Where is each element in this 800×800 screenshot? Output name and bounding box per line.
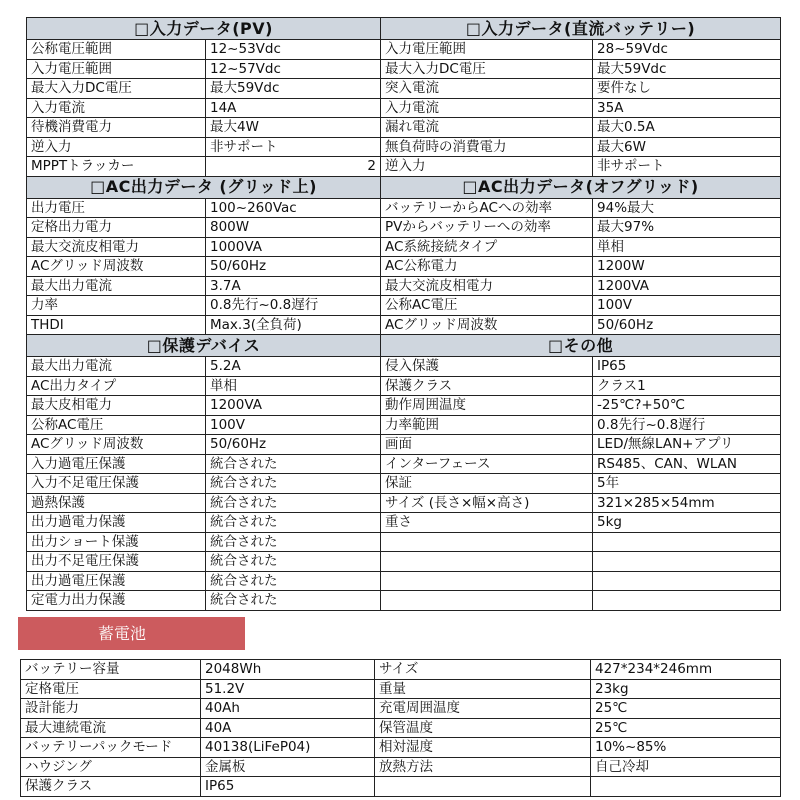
table-row	[27, 276, 781, 296]
table-row	[27, 79, 781, 99]
spec-label: 最大皮相電力	[27, 396, 206, 416]
spec-label: AC公称電力	[381, 257, 593, 277]
spec-value	[593, 552, 781, 572]
table-row	[21, 718, 781, 738]
spec-label	[381, 571, 593, 591]
battery-section-title: 蓄電池	[18, 617, 245, 650]
spec-label: 保護クラス	[381, 376, 593, 396]
spec-label: PVからバッテリーへの効率	[381, 218, 593, 238]
table-row	[27, 376, 781, 396]
spec-label: 出力過電圧保護	[27, 571, 206, 591]
table-row	[27, 396, 781, 416]
battery-l-label: 最大連続電流	[21, 718, 201, 738]
spec-value: 50/60Hz	[206, 257, 381, 277]
table-row	[27, 40, 781, 60]
battery-l-label: バッテリー容量	[21, 660, 201, 680]
spec-label: 出力過電力保護	[27, 513, 206, 533]
spec-label: ACグリッド周波数	[381, 315, 593, 335]
spec-value: 1200VA	[206, 396, 381, 416]
spec-value: 1200W	[593, 257, 781, 277]
spec-value: 100V	[206, 415, 381, 435]
spec-value: 最大59Vdc	[593, 59, 781, 79]
spec-label: 入力電圧範囲	[27, 59, 206, 79]
spec-value: 単相	[593, 237, 781, 257]
spec-label: 保証	[381, 474, 593, 494]
spec-label: 入力過電圧保護	[27, 454, 206, 474]
section-header-row	[27, 176, 781, 198]
section-title-left: □入力データ(PV)	[27, 18, 381, 40]
table-row	[21, 679, 781, 699]
battery-r-value: 10%~85%	[591, 738, 781, 758]
table-row	[21, 699, 781, 719]
spec-label: 重さ	[381, 513, 593, 533]
spec-value: 1200VA	[593, 276, 781, 296]
battery-r-value: 23kg	[591, 679, 781, 699]
spec-value: 100V	[593, 296, 781, 316]
spec-value: IP65	[593, 357, 781, 377]
spec-value	[593, 571, 781, 591]
spec-value: 統合された	[206, 454, 381, 474]
spec-label: THDI	[27, 315, 206, 335]
spec-value: 14A	[206, 98, 381, 118]
battery-r-label: 充電周囲温度	[375, 699, 591, 719]
spec-value: 0.8先行~0.8遅行	[206, 296, 381, 316]
battery-r-label: 放熱方法	[375, 757, 591, 777]
section-title-right: □AC出力データ(オフグリッド)	[381, 176, 781, 198]
spec-label: 画面	[381, 435, 593, 455]
table-row	[27, 257, 781, 277]
spec-value: 統合された	[206, 552, 381, 572]
spec-value: 28~59Vdc	[593, 40, 781, 60]
battery-l-label: 保護クラス	[21, 777, 201, 797]
table-row	[27, 118, 781, 138]
spec-label: 定電力出力保護	[27, 591, 206, 611]
spec-label: 出力ショート保護	[27, 532, 206, 552]
spec-value: 5kg	[593, 513, 781, 533]
spec-label: 定格出力電力	[27, 218, 206, 238]
table-row	[27, 415, 781, 435]
spec-value: 統合された	[206, 571, 381, 591]
battery-l-value: 40Ah	[201, 699, 375, 719]
table-row	[27, 513, 781, 533]
spec-value: 3.7A	[206, 276, 381, 296]
spec-label	[381, 552, 593, 572]
spec-value: 統合された	[206, 532, 381, 552]
spec-value: 統合された	[206, 493, 381, 513]
table-row	[27, 591, 781, 611]
spec-value: 5年	[593, 474, 781, 494]
spec-value: 0.8先行~0.8遅行	[593, 415, 781, 435]
spec-value: 35A	[593, 98, 781, 118]
spec-label: AC出力タイプ	[27, 376, 206, 396]
table-row	[27, 296, 781, 316]
battery-r-value: 自己冷却	[591, 757, 781, 777]
battery-r-label: 保管温度	[375, 718, 591, 738]
spec-value: 非サポート	[206, 137, 381, 157]
table-row	[27, 474, 781, 494]
spec-label	[381, 591, 593, 611]
battery-l-label: 定格電圧	[21, 679, 201, 699]
spec-label: 無負荷時の消費電力	[381, 137, 593, 157]
battery-l-value: 51.2V	[201, 679, 375, 699]
spec-label: 公称AC電圧	[27, 415, 206, 435]
table-row	[21, 660, 781, 680]
spec-value: 最大4W	[206, 118, 381, 138]
table-row	[21, 738, 781, 758]
spec-value: 統合された	[206, 513, 381, 533]
table-row	[21, 777, 781, 797]
spec-value: 統合された	[206, 591, 381, 611]
battery-r-value: 427*234*246mm	[591, 660, 781, 680]
table-row	[27, 552, 781, 572]
spec-value: RS485、CAN、WLAN	[593, 454, 781, 474]
spec-value: 50/60Hz	[206, 435, 381, 455]
table-row	[27, 237, 781, 257]
spec-label: 力率	[27, 296, 206, 316]
section-title-left: □保護デバイス	[27, 335, 381, 357]
spec-label: 出力不足電圧保護	[27, 552, 206, 572]
spec-value: Max.3(全負荷)	[206, 315, 381, 335]
table-row	[27, 357, 781, 377]
spec-label: 最大入力DC電圧	[381, 59, 593, 79]
spec-label: インターフェース	[381, 454, 593, 474]
spec-value: -25℃?+50℃	[593, 396, 781, 416]
spec-value: 最大6W	[593, 137, 781, 157]
spec-value: 1000VA	[206, 237, 381, 257]
spec-value: 321×285×54mm	[593, 493, 781, 513]
spec-label: 突入電流	[381, 79, 593, 99]
spec-label	[381, 532, 593, 552]
table-row	[21, 757, 781, 777]
spec-value: 最大59Vdc	[206, 79, 381, 99]
battery-l-label: 設計能力	[21, 699, 201, 719]
spec-label: サイズ (長さ×幅×高さ)	[381, 493, 593, 513]
spec-value: 最大0.5A	[593, 118, 781, 138]
spec-value: 12~53Vdc	[206, 40, 381, 60]
spec-label: 入力電流	[27, 98, 206, 118]
battery-r-label: サイズ	[375, 660, 591, 680]
spec-table	[26, 17, 781, 611]
spec-value: 5.2A	[206, 357, 381, 377]
table-row	[27, 435, 781, 455]
spec-value: クラス1	[593, 376, 781, 396]
spec-label: ACグリッド周波数	[27, 435, 206, 455]
table-row	[27, 137, 781, 157]
spec-value: 94%最大	[593, 198, 781, 218]
spec-label: 逆入力	[381, 157, 593, 177]
spec-value: 単相	[206, 376, 381, 396]
table-row	[27, 59, 781, 79]
section-header-row	[27, 335, 781, 357]
section-title-left: □AC出力データ (グリッド上)	[27, 176, 381, 198]
spec-label: 最大入力DC電圧	[27, 79, 206, 99]
spec-value: 50/60Hz	[593, 315, 781, 335]
spec-label: ACグリッド周波数	[27, 257, 206, 277]
spec-label: 過熱保護	[27, 493, 206, 513]
spec-label: MPPTトラッカー	[27, 157, 206, 177]
spec-label: 出力電圧	[27, 198, 206, 218]
table-row	[27, 493, 781, 513]
spec-label: 入力電圧範囲	[381, 40, 593, 60]
spec-label: 漏れ電流	[381, 118, 593, 138]
spec-label: 公称AC電圧	[381, 296, 593, 316]
table-row	[27, 157, 781, 177]
spec-value: 12~57Vdc	[206, 59, 381, 79]
spec-value	[593, 591, 781, 611]
spec-label: 待機消費電力	[27, 118, 206, 138]
table-row	[27, 198, 781, 218]
battery-r-value	[591, 777, 781, 797]
battery-l-value: 2048Wh	[201, 660, 375, 680]
section-title-right: □その他	[381, 335, 781, 357]
spec-value: 100~260Vac	[206, 198, 381, 218]
battery-r-value: 25℃	[591, 718, 781, 738]
spec-label: 侵入保護	[381, 357, 593, 377]
battery-l-label: ハウジング	[21, 757, 201, 777]
spec-label: 公称電圧範囲	[27, 40, 206, 60]
table-row	[27, 98, 781, 118]
spec-label: 力率範囲	[381, 415, 593, 435]
battery-l-label: バッテリーパックモード	[21, 738, 201, 758]
spec-value	[593, 532, 781, 552]
spec-label: 入力不足電圧保護	[27, 474, 206, 494]
table-row	[27, 532, 781, 552]
battery-table	[20, 659, 781, 797]
spec-label: 最大出力電流	[27, 357, 206, 377]
spec-value: 2	[206, 157, 381, 177]
section-title-right: □入力データ(直流バッテリー)	[381, 18, 781, 40]
battery-l-value: 40A	[201, 718, 375, 738]
spec-value: LED/無線LAN+アプリ	[593, 435, 781, 455]
battery-l-value: 金属板	[201, 757, 375, 777]
battery-r-label: 相対湿度	[375, 738, 591, 758]
spec-label: 最大出力電流	[27, 276, 206, 296]
section-header-row	[27, 18, 781, 40]
spec-label: 最大交流皮相電力	[381, 276, 593, 296]
table-row	[27, 571, 781, 591]
spec-value: 800W	[206, 218, 381, 238]
battery-r-label	[375, 777, 591, 797]
battery-r-value: 25℃	[591, 699, 781, 719]
battery-r-label: 重量	[375, 679, 591, 699]
spec-value: 非サポート	[593, 157, 781, 177]
table-row	[27, 315, 781, 335]
spec-value: 最大97%	[593, 218, 781, 238]
spec-label: 動作周囲温度	[381, 396, 593, 416]
spec-label: バッテリーからACへの効率	[381, 198, 593, 218]
table-row	[27, 218, 781, 238]
spec-label: 逆入力	[27, 137, 206, 157]
table-row	[27, 454, 781, 474]
spec-value: 要件なし	[593, 79, 781, 99]
spec-label: 入力電流	[381, 98, 593, 118]
battery-l-value: 40138(LiFeP04)	[201, 738, 375, 758]
battery-l-value: IP65	[201, 777, 375, 797]
battery-table-body	[21, 660, 781, 797]
spec-label: AC系統接続タイプ	[381, 237, 593, 257]
spec-table-body	[27, 18, 781, 611]
spec-label: 最大交流皮相電力	[27, 237, 206, 257]
spec-value: 統合された	[206, 474, 381, 494]
